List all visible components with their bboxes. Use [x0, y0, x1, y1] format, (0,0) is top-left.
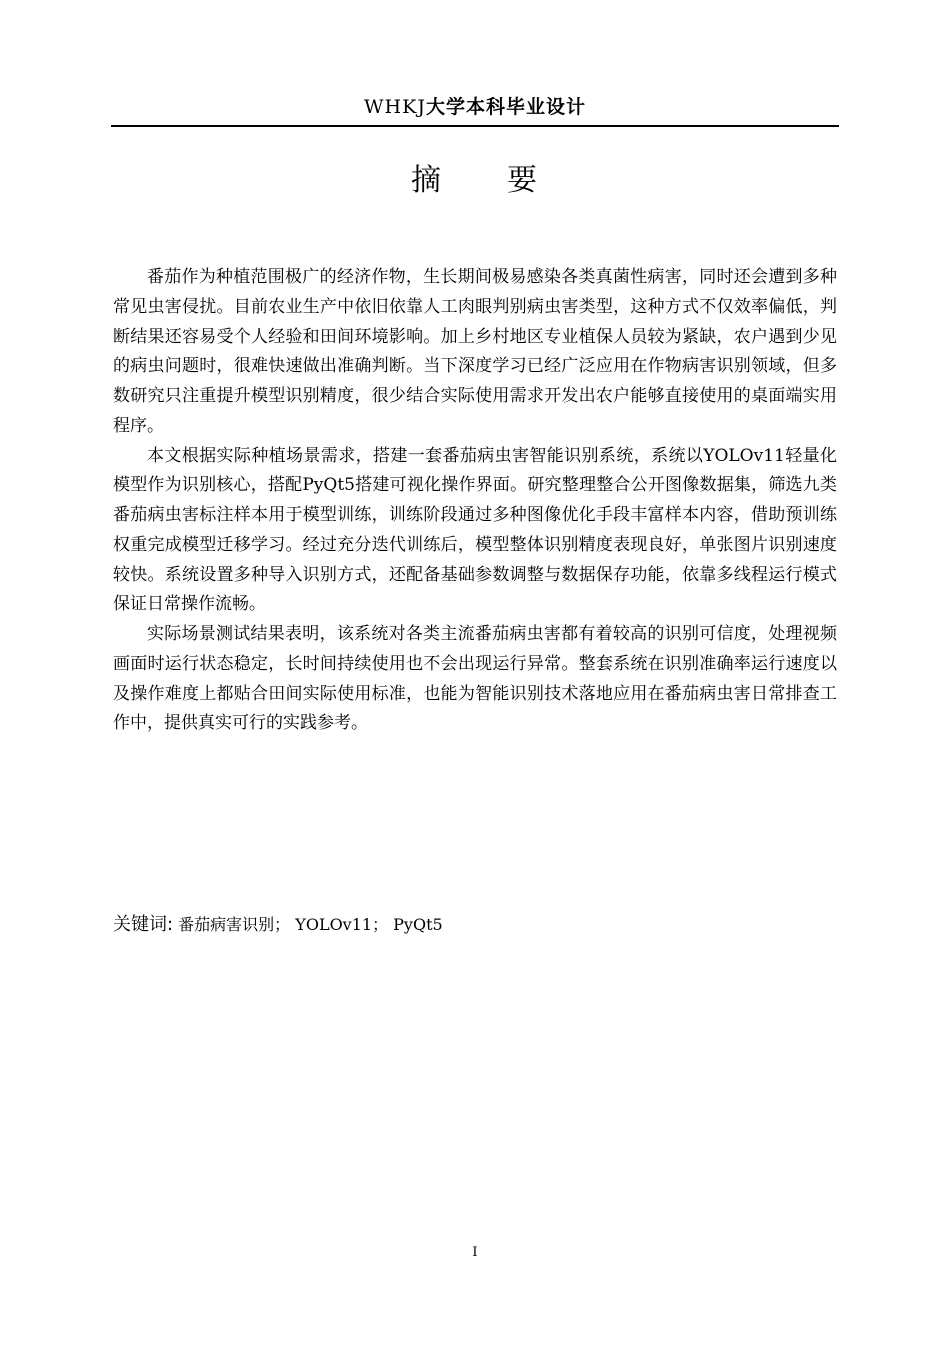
header-latin: WHKJ — [364, 96, 426, 118]
keywords-label: 关键词: — [113, 914, 174, 935]
abstract-paragraph-3: 实际场景测试结果表明，该系统对各类主流番茄病虫害都有着较高的识别可信度，处理视频画面时运行状态稳定，长时间持续使用也不会出现运行异常。整套系统在识别准确率运行速度以及操作难度上都贴合田间实际使用标准，也能为智能识别技术落地应用在番茄病虫害日常排查工作中，提供真实可行的实践参考。 — [113, 624, 837, 734]
abstract-paragraph-2: 本文根据实际种植场景需求，搭建一套番茄病虫害智能识别系统，系统以YOLOv11轻量化模型作为识别核心，搭配PyQt5搭建可视化操作界面。研究整理整合公开图像数据集，筛选九类番茄病虫害标注样本用于模型训练，训练阶段通过多种图像优化手段丰富样本内容，借助预训练权重完成模型迁移学习。经过充分迭代训练后，模型整体识别精度表现良好，单张图片识别速度较快。系统设置多种导入识别方式，还配备基础参数调整与数据保存功能，依靠多线程运行模式保证日常操作流畅。 — [113, 445, 837, 615]
keywords — [113, 912, 837, 938]
page-header — [111, 94, 839, 120]
abstract-title: 摘 要 — [411, 163, 539, 198]
abstract-body — [113, 263, 837, 739]
keywords-values: 番茄病害识别； YOLOv11； PyQt5 — [178, 915, 443, 934]
abstract-paragraph-1: 番茄作为种植范围极广的经济作物，生长期间极易感染各类真菌性病害，同时还会遭到多种常见虫害侵扰。目前农业生产中依旧依靠人工肉眼判别病虫害类型，这种方式不仅效率偏低，判断结果还容易受个人经验和田间环境影响。加上乡村地区专业植保人员较为紧缺，农户遇到少见的病虫问题时，很难快速做出准确判断。当下深度学习已经广泛应用在作物病害识别领域，但多数研究只注重提升模型识别精度，很少结合实际使用需求开发出农户能够直接使用的桌面端实用程序。 — [113, 267, 837, 436]
header-rule — [111, 125, 839, 127]
header-chinese: 大学本科毕业设计 — [425, 96, 586, 118]
page-number: I — [472, 1245, 478, 1260]
